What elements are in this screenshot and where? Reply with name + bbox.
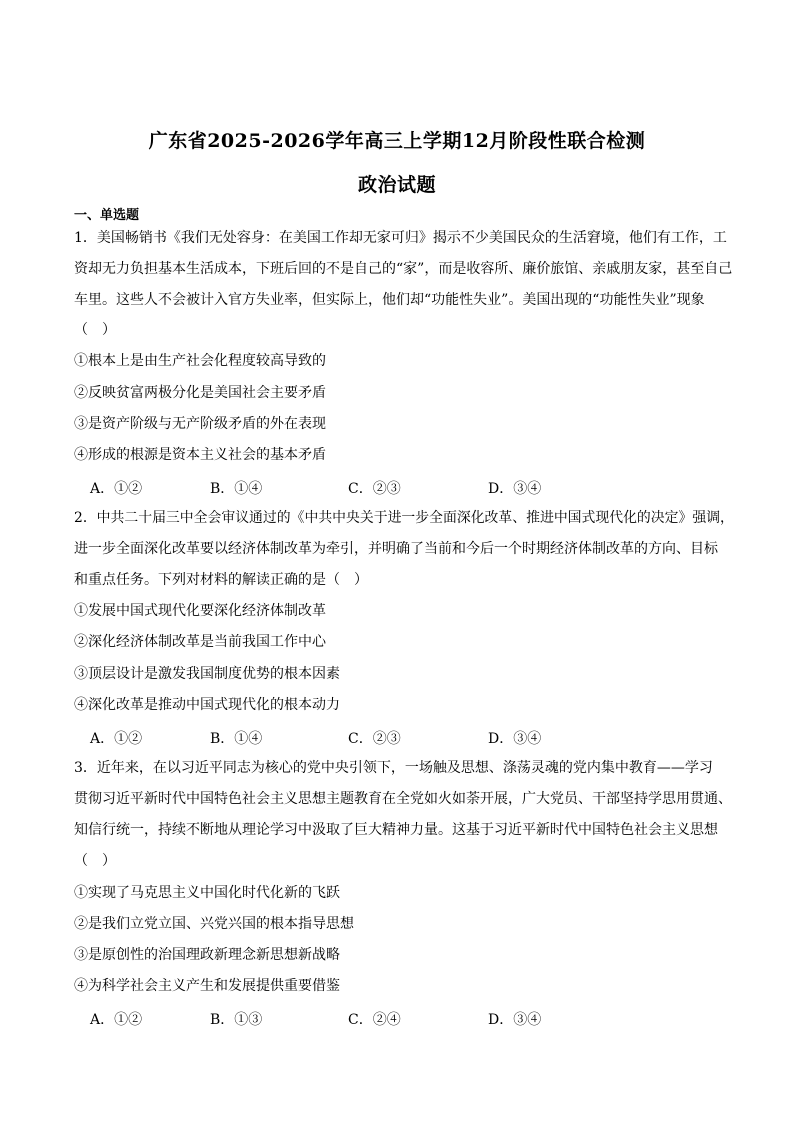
question-2-statement-2: ②深化经济体制改革是当前我国工作中心 xyxy=(74,634,326,650)
section-heading: 一、单选题 xyxy=(74,208,140,223)
question-1-statement-4: ④形成的根源是资本主义社会的基本矛盾 xyxy=(74,447,326,463)
option-a[interactable]: A．①② xyxy=(90,481,143,497)
question-1-statement-1: ①根本上是由生产社会化程度较高导致的 xyxy=(74,353,326,369)
question-2-text-line: 进一步全面深化改革要以经济体制改革为牵引，并明确了当前和今后一个时期经济体制改革的方向、目标 xyxy=(74,541,718,557)
option-d[interactable]: D．③④ xyxy=(488,731,542,747)
exam-subject: 政治试题 xyxy=(357,174,436,196)
question-3-answer-blank: （ ） xyxy=(74,853,116,869)
question-3-text-line: 贯彻习近平新时代中国特色社会主义思想主题教育在全党如火如荼开展，广大党员、干部坚持学思用贯通、 xyxy=(74,791,732,807)
exam-title: 广东省2025-2026学年高三上学期12月阶段性联合检测 xyxy=(148,130,646,152)
question-3-statement-4: ④为科学社会主义产生和发展提供重要借鉴 xyxy=(74,978,340,994)
question-2-statement-3: ③顶层设计是激发我国制度优势的根本因素 xyxy=(74,666,340,682)
question-2-statement-1: ①发展中国式现代化要深化经济体制改革 xyxy=(74,603,326,619)
question-2-statement-4: ④深化改革是推动中国式现代化的根本动力 xyxy=(74,697,340,713)
question-1-text-line: 车里。这些人不会被计入官方失业率，但实际上，他们却“功能性失业”。美国出现的“功能性失业”现象 xyxy=(74,292,705,308)
option-a[interactable]: A．①② xyxy=(90,1012,143,1028)
question-2-text-line: 2．中共二十届三中全会审议通过的《中共中央关于进一步全面深化改革、推进中国式现代化的决定》强调， xyxy=(74,510,734,526)
question-1-statement-3: ③是资产阶级与无产阶级矛盾的外在表现 xyxy=(74,416,326,432)
option-c[interactable]: C．②③ xyxy=(348,731,401,747)
option-b[interactable]: B．①④ xyxy=(210,481,263,497)
question-1-text-line: 1．美国畅销书《我们无处容身：在美国工作却无家可归》揭示不少美国民众的生活窘境，他们有工作，工 xyxy=(74,230,727,246)
option-c[interactable]: C．②③ xyxy=(348,481,401,497)
question-3-options xyxy=(90,1009,710,1027)
option-b[interactable]: B．①④ xyxy=(210,731,263,747)
question-1-options xyxy=(90,478,710,496)
option-c[interactable]: C．②④ xyxy=(348,1012,401,1028)
question-3-statement-2: ②是我们立党立国、兴党兴国的根本指导思想 xyxy=(74,916,354,932)
question-2-options xyxy=(90,728,710,746)
question-1-text-line: 资却无力负担基本生活成本，下班后回的不是自己的“家”，而是收容所、廉价旅馆、亲戚朋友家，甚至自己 xyxy=(74,261,733,277)
question-1-answer-blank: （ ） xyxy=(74,322,116,338)
question-3-text-line: 3．近年来，在以习近平同志为核心的党中央引领下，一场触及思想、涤荡灵魂的党内集中教育——学习 xyxy=(74,760,713,776)
option-a[interactable]: A．①② xyxy=(90,731,143,747)
option-d[interactable]: D．③④ xyxy=(488,1012,542,1028)
question-3-statement-1: ①实现了马克思主义中国化时代化新的飞跃 xyxy=(74,885,340,901)
question-3-statement-3: ③是原创性的治国理政新理念新思想新战略 xyxy=(74,947,340,963)
option-d[interactable]: D．③④ xyxy=(488,481,542,497)
question-2-text-line: 和重点任务。下列对材料的解读正确的是（ ） xyxy=(74,572,368,588)
option-b[interactable]: B．①③ xyxy=(210,1012,263,1028)
question-3-text-line: 知信行统一，持续不断地从理论学习中汲取了巨大精神力量。这基于习近平新时代中国特色社会主义思想 xyxy=(74,822,718,838)
question-1-statement-2: ②反映贫富两极分化是美国社会主要矛盾 xyxy=(74,385,326,401)
